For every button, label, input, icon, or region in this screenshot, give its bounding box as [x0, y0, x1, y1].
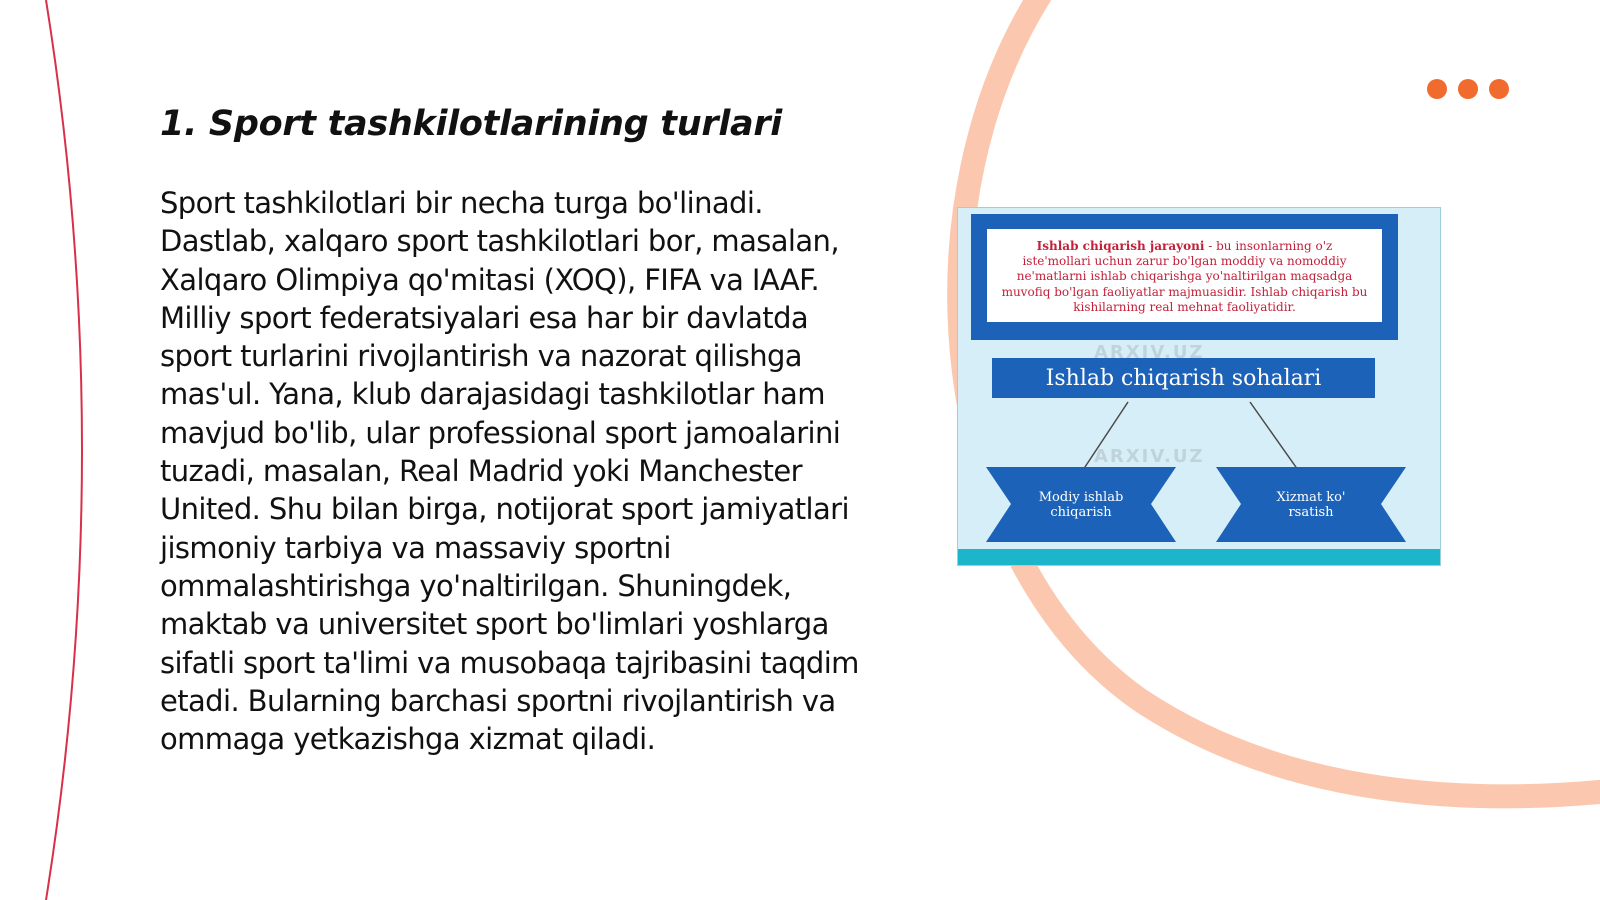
more-dots-icon — [1427, 79, 1509, 99]
spheres-banner: Ishlab chiqarish sohalari — [992, 358, 1375, 398]
branch-left-box — [986, 467, 1176, 542]
embedded-slide-image — [957, 207, 1441, 566]
branch-right-box — [1216, 467, 1406, 542]
definition-term: Ishlab chiqarish jarayoni — [1036, 239, 1205, 253]
dot-1 — [1427, 79, 1447, 99]
dot-2 — [1458, 79, 1478, 99]
branch-right-label: Xizmat ko' rsatish — [1276, 489, 1346, 520]
definition-text: - bu insonlarning o'z iste'mollari uchun zarur bo'lgan moddiy va nomoddiy ne'matlarni ishlab chiqarishga yo'naltirilgan maqsadga muvofiq bo'lgan faoliyatlar majmuasidir. Ishlab chiqarish bu kishilarning real mehnat faoliyatidir. — [1001, 239, 1368, 314]
watermark-1: ARXIV.UZ — [1094, 342, 1205, 363]
dot-3 — [1489, 79, 1509, 99]
branch-left-label: Modiy ishlab chiqarish — [1038, 489, 1124, 520]
slide-title: 1. Sport tashkilotlarining turlari — [160, 104, 782, 144]
left-curve-line — [46, 0, 82, 900]
slide-body-text: Sport tashkilotlari bir necha turga bo'linadi. Dastlab, xalqaro sport tashkilotlari bor, masalan, Xalqaro Olimpiya qo'mitasi (XOQ), FIFA va IAAF. Milliy sport federatsiyalari esa har bir davlatda sport turlarini rivojlantirish va nazorat qilishga mas'ul. Yana, klub darajasidagi tashkilotlar ham mavjud bo'lib, ular professional sport jamoalarini tuzadi, masalan, Real Madrid yoki Manchester United. Shu bilan birga, notijorat sport jamiyatlari jismoniy tarbiya va massaviy sportni ommalashtirishga yo'naltirilgan. Shuningdek, maktab va universitet sport bo'limlari yoshlarga sifatli sport ta'limi va musobaqa tajribasini taqdim etadi. Bularning barchasi sportni rivojlantirish va ommaga yetkazishga xizmat qiladi. — [160, 186, 859, 757]
image-bottom-bar — [958, 549, 1441, 566]
watermark-2: ARXIV.UZ — [1094, 446, 1205, 467]
